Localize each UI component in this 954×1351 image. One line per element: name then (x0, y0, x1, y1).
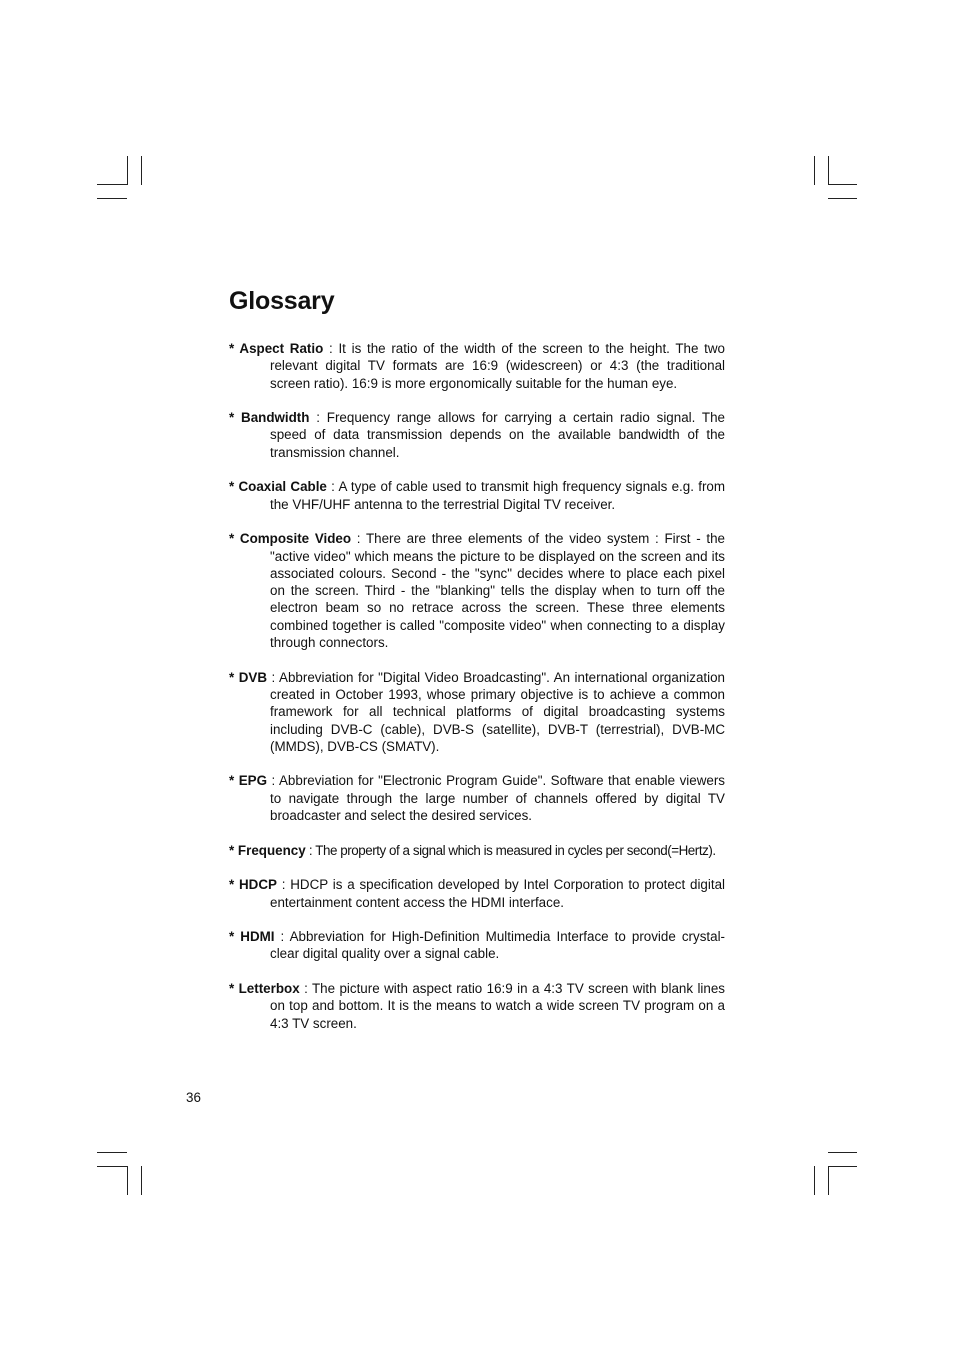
glossary-list (229, 340, 725, 1032)
glossary-term: * Coaxial Cable (229, 479, 327, 495)
crop-mark-bottom-right-horizontal (828, 1166, 857, 1167)
glossary-term: * Bandwidth (229, 410, 310, 426)
crop-mark-top-left-vertical (127, 156, 128, 185)
glossary-definition: : Frequency range allows for carrying a certain radio signal. The speed of data transmission depends on the available bandwidth of the transmission channel. (270, 410, 725, 460)
glossary-entry-dvb (229, 669, 725, 755)
crop-mark-bottom-left-horizontal (97, 1166, 127, 1167)
crop-mark-top-left-vertical (141, 156, 142, 185)
glossary-definition: : It is the ratio of the width of the screen to the height. The two relevant digital TV formats are 16:9 (widescreen) or 4:3 (the traditional screen ratio). 16:9 is more ergonomically suitable for the human eye. (270, 341, 725, 391)
glossary-definition: : The picture with aspect ratio 16:9 in a 4:3 TV screen with blank lines on top and bottom. It is the means to watch a wide screen TV program on a 4:3 TV screen. (270, 980, 725, 1031)
glossary-term: * DVB (229, 669, 268, 685)
glossary-definition: : There are three elements of the video system : First - the "active video" which means the picture to be displayed on the screen and its associated colours. Second - the "sync" decides where to place each pixel on the screen. Third - the "blanking" tells the display when to turn off the electron beam so no retrace across the screen. These three elements combined together is called "composite video" when connecting to a display through connectors. (270, 531, 725, 651)
glossary-entry-frequency (229, 842, 725, 859)
glossary-term: * Frequency (229, 842, 306, 858)
crop-mark-top-right-horizontal (828, 198, 857, 199)
crop-mark-bottom-right-vertical (828, 1166, 829, 1195)
crop-mark-top-right-vertical (814, 156, 815, 185)
glossary-definition: : Abbreviation for "Electronic Program Guide". Software that enable viewers to navigate through the large number of channels offered by digital TV broadcaster and select the desired services. (267, 773, 725, 824)
glossary-definition: : HDCP is a specification developed by Intel Corporation to protect digital entertainment content access the HDMI interface. (270, 877, 726, 910)
glossary-term: * Aspect Ratio (229, 341, 324, 356)
crop-mark-top-left-horizontal (97, 198, 127, 199)
glossary-definition: : A type of cable used to transmit high frequency signals e.g. from the VHF/UHF antenna to the terrestrial Digital TV receiver. (270, 479, 726, 512)
crop-mark-bottom-left-vertical (127, 1166, 128, 1195)
glossary-term: * HDMI (229, 929, 275, 945)
page-title: Glossary (229, 287, 335, 315)
crop-mark-top-right-vertical (828, 156, 829, 185)
crop-mark-top-right-horizontal (828, 184, 857, 185)
glossary-definition: : Abbreviation for "Digital Video Broadcasting". An international organization created in October 1993, whose primary objective is to achieve a common framework for all technical platforms of digital broadcasting systems including DVB-C (cable), DVB-S (satellite), DVB-T (terrestrial), DVB-MC (MMDS), DVB-CS (SMATV). (267, 669, 725, 754)
glossary-entry-hdmi (229, 928, 725, 963)
glossary-term: * EPG (229, 773, 267, 789)
glossary-entry-epg (229, 772, 725, 824)
glossary-entry-aspect-ratio (229, 340, 725, 392)
glossary-entry-composite-video (229, 530, 725, 651)
crop-mark-bottom-left-vertical (141, 1166, 142, 1195)
page-number: 36 (186, 1090, 201, 1105)
glossary-entry-hdcp (229, 876, 725, 911)
glossary-term: * Composite Video (229, 531, 352, 547)
glossary-entry-letterbox (229, 980, 725, 1032)
glossary-term: * Letterbox (229, 980, 300, 996)
glossary-entry-coaxial-cable (229, 478, 725, 513)
crop-mark-top-left-horizontal (97, 184, 127, 185)
crop-mark-bottom-right-vertical (814, 1166, 815, 1195)
glossary-term: * HDCP (229, 877, 277, 893)
crop-mark-bottom-left-horizontal (97, 1152, 127, 1153)
crop-mark-bottom-right-horizontal (828, 1152, 857, 1153)
glossary-definition: : Abbreviation for High-Definition Multimedia Interface to provide crystal-clear digital quality over a signal cable. (270, 929, 726, 962)
glossary-entry-bandwidth (229, 409, 725, 461)
glossary-definition: : The property of a signal which is measured in cycles per second(=Hertz). (305, 842, 716, 858)
